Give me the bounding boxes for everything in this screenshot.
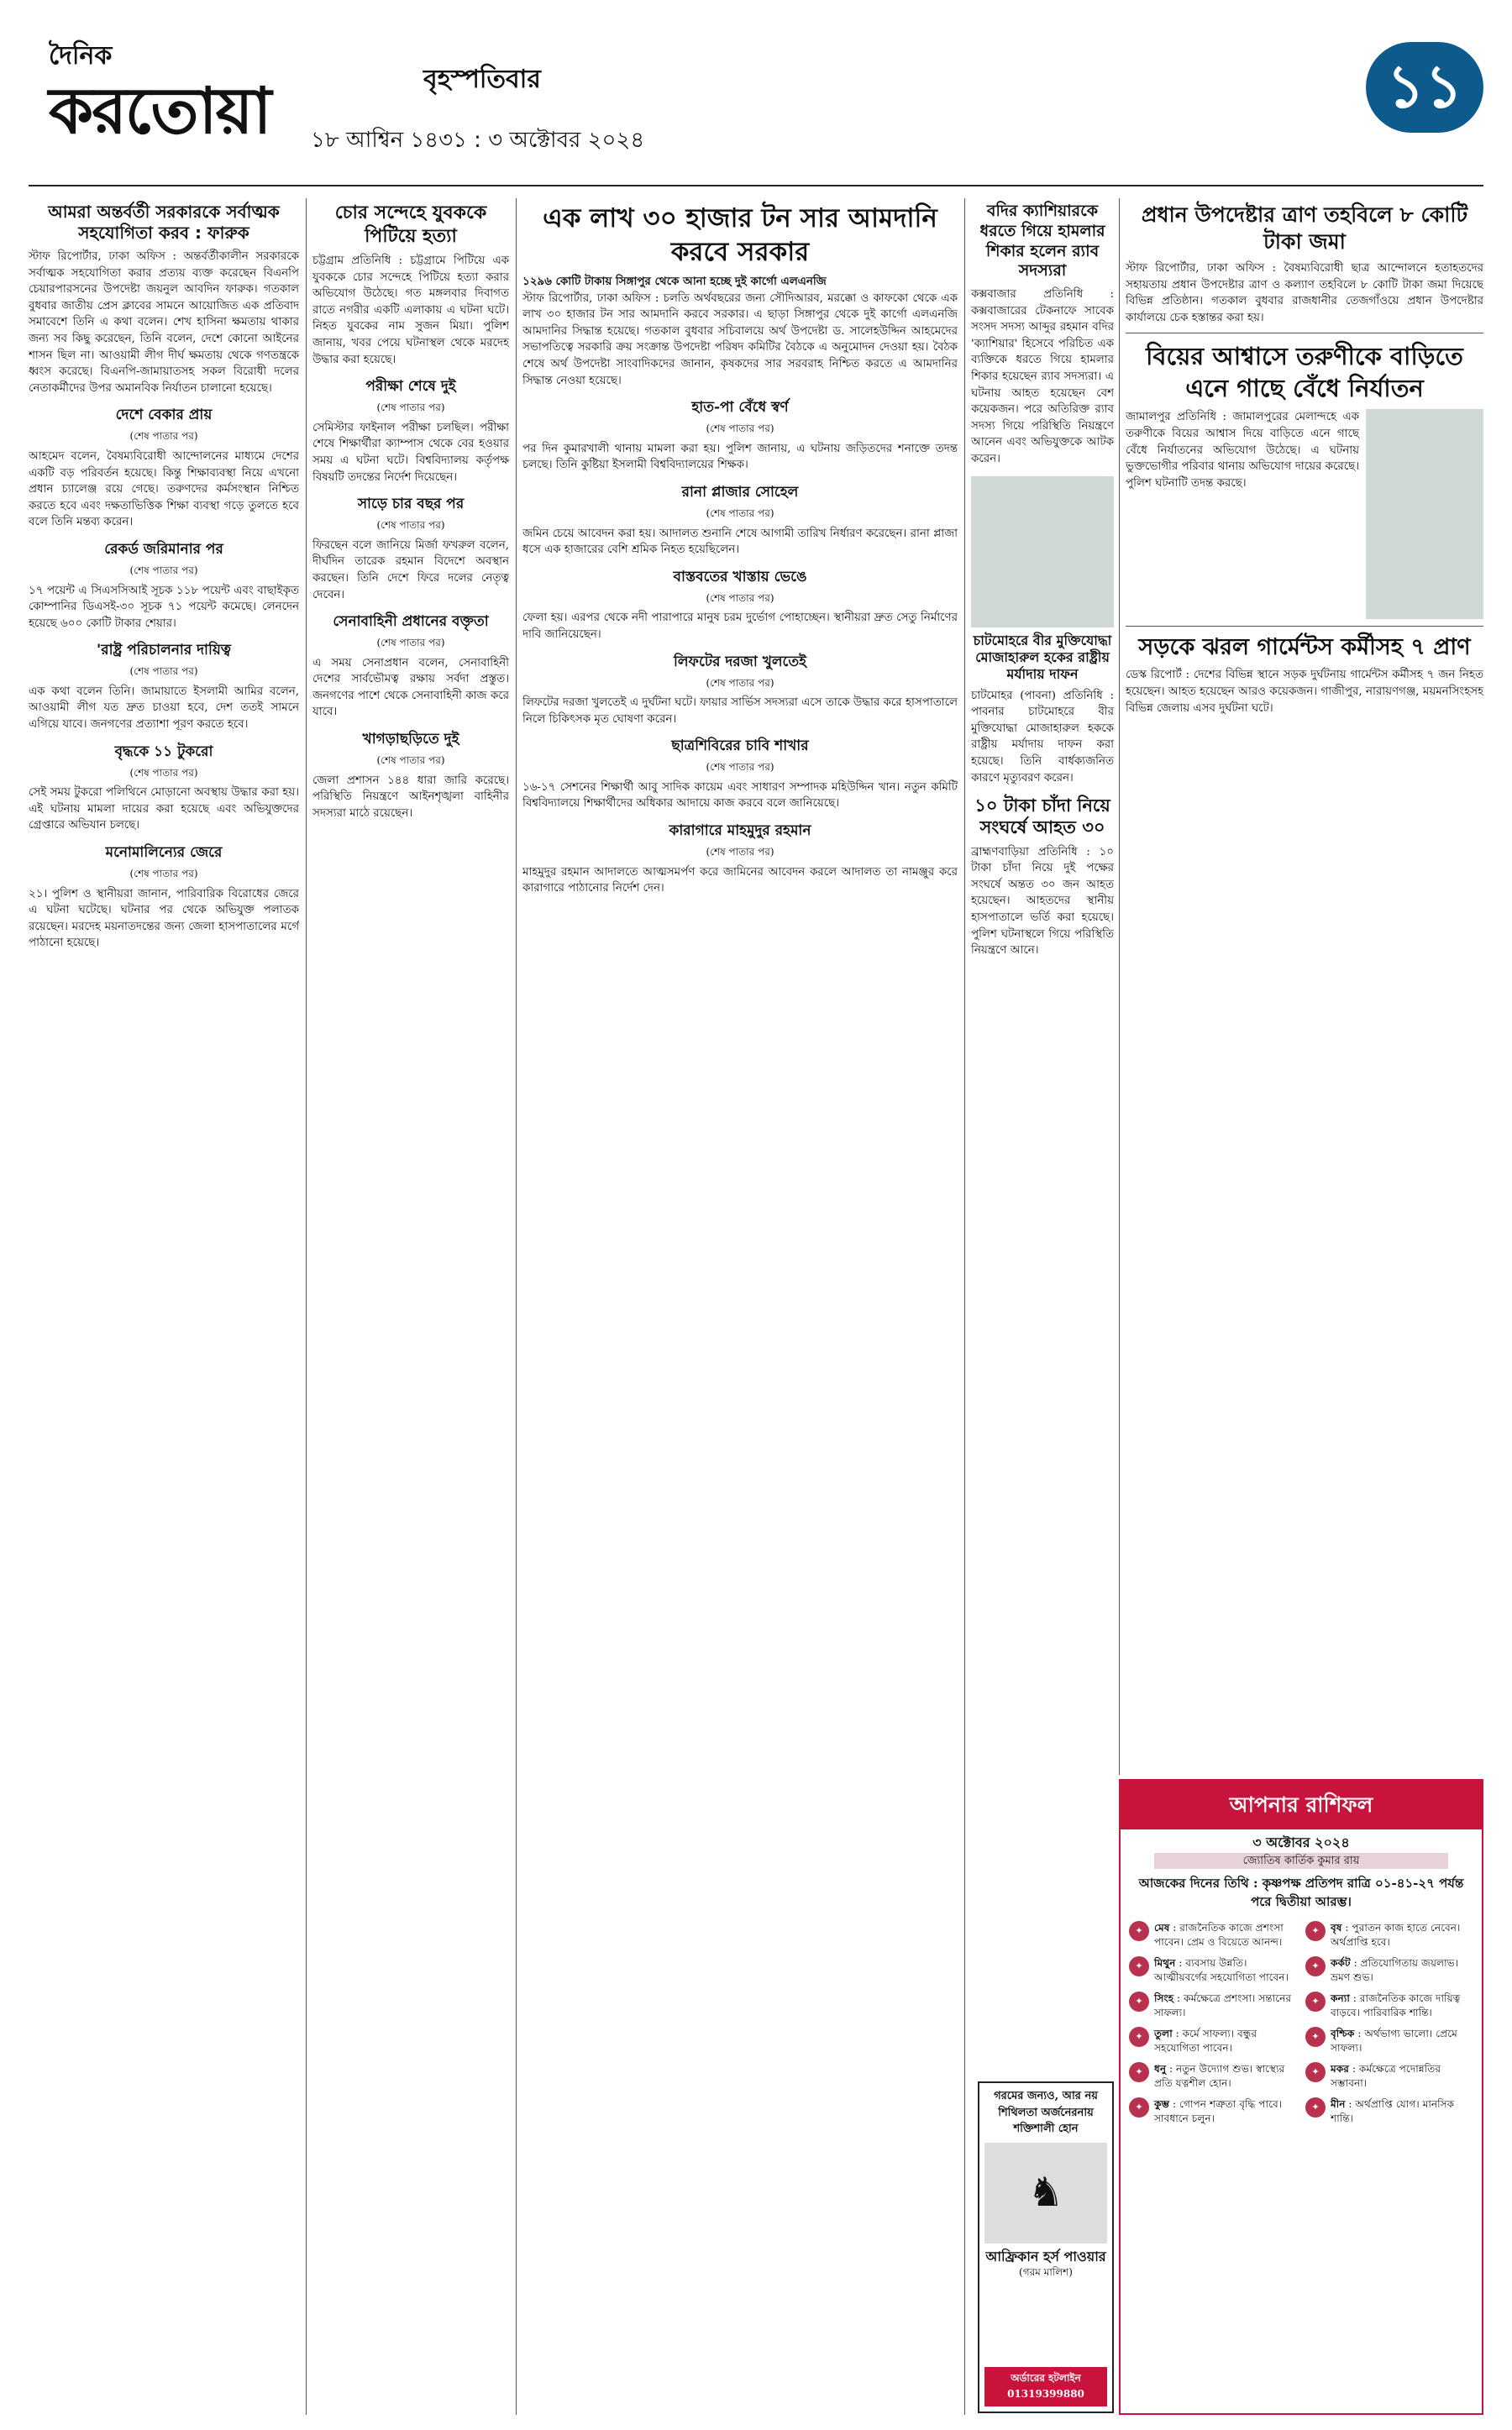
zodiac-icon: ✦ — [1305, 1956, 1326, 1976]
zodiac-sign-name: কুম্ভ — [1154, 2098, 1170, 2111]
article-text: স্টাফ রিপোর্টার, ঢাকা অফিস : চলতি অর্থবছরের জন্য সৌদিআরব, মরক্কো ও কাফকো থেকে এক লাখ ৩০ হাজার টন সার আমদানি করবে সরকার। এ ছাড়া সিঙ্গাপুর থেকে দুই কার্গো এলএনজি আমদানির সিদ্ধান্ত হয়েছে। গতকাল বুধবার সচিবালয়ে অর্থ উপদেষ্টা ড. সালেহউদ্দিন আহমেদের সভাপতিত্বে সরকারি ক্রয় সংক্রান্ত উপদেষ্টা পরিষদ কমিটির বৈঠকে এ অনুমোদন দেওয়া হয়। বৈঠক শেষে অর্থ উপদেষ্টা সাংবাদিকদের জানান, কৃষকদের সার সরবরাহ নিশ্চিত করতে এ আমদানির সিদ্ধান্ত নেওয়া হয়েছে। — [522, 291, 958, 387]
column-divider — [516, 198, 517, 2415]
continuation: (শেষ পাতার পর) — [706, 591, 774, 604]
zodiac-sign-name: সিংহ — [1154, 1992, 1174, 2005]
subheading: মনোমালিন্যের জেরে — [105, 844, 223, 862]
zodiac-forecast: রাজনৈতিক কাজে দায়িত্ব বাড়বে। পারিবারিক শান্তি। — [1331, 1992, 1461, 2019]
article-text: ব্রাহ্মণবাড়িয়া প্রতিনিধি : ১০ টাকা চাঁদা নিয়ে দুই পক্ষের সংঘর্ষে অন্তত ৩০ জন আহত হয়েছেন। আহতদের স্থানীয় হাসপাতালে ভর্তি করা হয়েছে। পুলিশ ঘটনাস্থলে গিয়ে পরিস্থিতি নিয়ন্ত্রণে আনে। — [971, 845, 1114, 958]
article-text: এক কথা বলেন তিনি। জামায়াতে ইসলামী আমির বলেন, আওয়ামী লীগ যত দ্রুত চাওয়া হবে, দেশ ততই সামনে এগিয়ে যাবে। জনগণের প্রত্যাশা পূরণ করতে হবে। — [29, 685, 299, 732]
column-5 — [1126, 198, 1483, 1766]
zodiac-icon: ✦ — [1305, 1992, 1326, 2012]
zodiac-sign-item — [1129, 2097, 1297, 2126]
page-number: ১১ — [1366, 42, 1483, 133]
continuation: (শেষ পাতার পর) — [129, 665, 198, 678]
article-text: মাহমুদুর রহমান আদালতে আত্মসমর্পণ করে জামিনের আবেদন করলে আদালত তা নামঞ্জুর করে কারাগারে পাঠানোর নির্দেশ দেন। — [522, 865, 958, 895]
headline: বিয়ের আশ্বাসে তরুণীকে বাড়িতে এনে গাছে বেঁধে নির্যাতন — [1146, 342, 1463, 403]
horoscope-box — [1119, 1779, 1483, 2415]
zodiac-forecast: কর্মক্ষেত্রে পদোন্নতির সম্ভাবনা। — [1331, 2063, 1441, 2090]
zodiac-sign-item — [1305, 2027, 1473, 2055]
zodiac-icon: ✦ — [1305, 2027, 1326, 2047]
zodiac-sign-text: কুম্ভ : গোপন শত্রুতা বৃদ্ধি পাবে। সাবধানে চলুন। — [1154, 2098, 1283, 2125]
article-text: জামালপুর প্রতিনিধি : জামালপুরের মেলান্দহে এক তরুণীকে বিয়ের আশ্বাস দিয়ে বাড়িতে এনে গাছে বেঁধে নির্যাতনের অভিযোগ উঠেছে। এ ঘটনায় ভুক্তভোগীর পরিবার থানায় অভিযোগ দায়ের করেছে। পুলিশ ঘটনাটি তদন্ত করছে। — [1126, 411, 1359, 490]
zodiac-sign-text: তুলা : কর্মে সাফল্য। বন্ধুর সহযোগিতা পাবেন। — [1154, 2028, 1257, 2055]
zodiac-forecast: কর্মক্ষেত্রে প্রশংসা। সন্তানের সাফল্য। — [1154, 1992, 1292, 2019]
subheading: দেশে বেকার প্রায় — [115, 407, 213, 424]
zodiac-sign-name: মকর — [1331, 2063, 1349, 2076]
portrait-photo — [971, 476, 1114, 627]
zodiac-sign-name: কন্যা — [1331, 1992, 1350, 2005]
zodiac-sign-name: বৃশ্চিক — [1331, 2028, 1355, 2040]
horoscope-author: জ্যোতিষ কার্তিক কুমার রায় — [1154, 1853, 1448, 1870]
headline: ১০ টাকা চাঁদা নিয়ে সংঘর্ষে আহত ৩০ — [974, 795, 1110, 838]
zodiac-sign-text: ধনু : নতুন উদ্যোগ শুভ। স্বাস্থ্যের প্রতি যত্নশীল হোন। — [1154, 2063, 1285, 2090]
zodiac-sign-item — [1129, 1921, 1297, 1950]
zodiac-sign-text: মিথুন : ব্যবসায় উন্নতি। আত্মীয়বর্গের সহযোগিতা পাবেন। — [1154, 1957, 1289, 1984]
article-text: ফেলা হয়। এরপর থেকে নদী পারাপারে মানুষ চরম দুর্ভোগ পোহাচ্ছেন। স্থানীয়রা দ্রুত সেতু নির্মাণের দাবি জানিয়েছেন। — [522, 611, 958, 641]
zodiac-sign-text: মেষ : রাজনৈতিক কাজে প্রশংসা পাবেন। প্রেম ও বিয়েতে আনন্দ। — [1154, 1922, 1284, 1949]
zodiac-forecast: প্রতিযোগিতায় জয়লাভ। ভ্রমণ শুভ। — [1331, 1957, 1459, 1984]
zodiac-forecast: রাজনৈতিক কাজে প্রশংসা পাবেন। প্রেম ও বিয়েতে আনন্দ। — [1154, 1922, 1284, 1949]
subheading: কারাগারে মাহমুদুর রহমান — [669, 822, 811, 840]
zodiac-sign-name: তুলা — [1154, 2028, 1173, 2040]
masthead — [29, 18, 1483, 183]
article-text: ১৬-১৭ সেশনের শিক্ষার্থী আবু সাদিক কায়েম এবং সাধারণ সম্পাদক মহিউদ্দিন খান। নতুন কমিটি বিশ্ববিদ্যালয়ে শিক্ষার্থীদের অধিকার আদায়ে কাজ করবে বলে জানিয়েছে। — [522, 780, 958, 811]
zodiac-sign-item — [1305, 2097, 1473, 2126]
zodiac-forecast: গোপন শত্রুতা বৃদ্ধি পাবে। সাবধানে চলুন। — [1154, 2098, 1283, 2125]
zodiac-forecast: অর্থপ্রাপ্তি যোগ। মানসিক শান্তি। — [1331, 2098, 1455, 2125]
column-divider — [306, 198, 307, 2415]
zodiac-icon: ✦ — [1305, 2062, 1326, 2082]
masthead-rule — [29, 185, 1483, 186]
zodiac-sign-name: ধনু — [1154, 2063, 1167, 2076]
article-text: কক্সবাজার প্রতিনিধি : কক্সবাজারের টেকনাফে সাবেক সংসদ সদস্য আব্দুর রহমান বদির 'ক্যাশিয়ার' হিসেবে পরিচিত এক ব্যক্তিকে ধরতে গিয়ে হামলার শিকার হয়েছেন র‌্যাব সদস্যরা। এ ঘটনায় আহত হয়েছেন বেশ কয়েকজন। পরে অতিরিক্ত র‌্যাব সদস্য গিয়ে পরিস্থিতি নিয়ন্ত্রণে আনেন এবং অভিযুক্তকে আটক করেন। — [971, 288, 1114, 465]
advertisement[interactable] — [978, 2081, 1114, 2413]
article-text: ডেস্ক রিপোর্ট : দেশের বিভিন্ন স্থানে সড়ক দুর্ঘটনায় গার্মেন্টস কর্মীসহ ৭ জন নিহত হয়েছেন। আহত হয়েছেন আরও কয়েকজন। গাজীপুর, নারায়ণগঞ্জ, ময়মনসিংহসহ বিভিন্ন জেলায় এসব দুর্ঘটনা ঘটে। — [1126, 669, 1483, 715]
zodiac-sign-name: বৃষ — [1331, 1922, 1342, 1934]
continuation: (শেষ পাতার পর) — [129, 868, 198, 880]
article-text: জেলা প্রশাসন ১৪৪ ধারা জারি করেছে। পরিস্থিতি নিয়ন্ত্রণে আইনশৃঙ্খলা বাহিনীর সদস্যরা মাঠে রয়েছেন। — [312, 774, 509, 820]
horoscope-title: আপনার রাশিফল — [1121, 1781, 1482, 1829]
zodiac-sign-name: কর্কট — [1331, 1957, 1351, 1970]
continuation: (শেষ পাতার পর) — [129, 430, 198, 443]
zodiac-icon: ✦ — [1129, 2097, 1149, 2118]
zodiac-forecast: ব্যবসায় উন্নতি। আত্মীয়বর্গের সহযোগিতা পাবেন। — [1154, 1957, 1289, 1984]
zodiac-sign-name: মীন — [1331, 2098, 1346, 2111]
subheading: হাত-পা বেঁধে স্বর্ণ — [691, 399, 789, 417]
ad-hotline: অর্ডারের হটলাইন 01319399880 — [984, 2367, 1107, 2406]
continuation: (শেষ পাতার পর) — [376, 402, 445, 414]
subheading: পরীক্ষা শেষে দুই — [365, 378, 456, 396]
zodiac-sign-name: মিথুন — [1154, 1957, 1176, 1970]
headline: চোর সন্দেহে যুবককে পিটিয়ে হত্যা — [334, 202, 487, 247]
column-divider — [964, 198, 965, 2415]
zodiac-sign-text: বৃষ : পুরাতন কাজ হাতে নেবেন। অর্থপ্রাপ্তি হবে। — [1331, 1922, 1461, 1949]
article-text: ২১। পুলিশ ও স্থানীয়রা জানান, পারিবারিক বিরোধের জেরে এ ঘটনা ঘটেছে। ঘটনার পর থেকে অভিযুক্ত পলাতক রয়েছেন। মরদেহ ময়নাতদন্তের জন্য জেলা হাসপাতালের মর্গে পাঠানো হয়েছে। — [29, 887, 299, 950]
subheading: খাগড়াছড়িতে দুই — [362, 731, 459, 748]
zodiac-sign-text: মকর : কর্মক্ষেত্রে পদোন্নতির সম্ভাবনা। — [1331, 2063, 1441, 2090]
article-text: এ সময় সেনাপ্রধান বলেন, সেনাবাহিনী দেশের সার্বভৌমত্ব রক্ষায় সর্বদা প্রস্তুত। জনগণের পাশে থেকে সেনাবাহিনী কাজ করে যাবে। — [312, 656, 509, 719]
weekday: বৃহস্পতিবার — [423, 65, 541, 94]
headline: বদির ক্যাশিয়ারকে ধরতে গিয়ে হামলার শিকার হলেন র‌্যাব সদস্যরা — [979, 202, 1105, 281]
subheading: লিফটের দরজা খুলতেই — [674, 653, 806, 670]
tithi-text: আজকের দিনের তিথি : কৃষ্ণপক্ষ প্রতিপদ রাত্রি ০১-৪১-২৭ পর্যন্ত পরে দ্বিতীয়া আরম্ভ। — [1138, 1876, 1464, 1910]
zodiac-sign-item — [1129, 1956, 1297, 1985]
continuation: (শেষ পাতার পর) — [706, 846, 774, 858]
headline: আমরা অন্তর্বর্তী সরকারকে সর্বাত্মক সহযোগিতা করব : ফারুক — [48, 202, 280, 243]
zodiac-sign-name: মেষ — [1154, 1922, 1170, 1934]
lead-headline: এক লাখ ৩০ হাজার টন সার আমদানি করবে সরকার — [543, 203, 937, 267]
sign-list — [1121, 1916, 1482, 2134]
lead-kicker: ১২৯৬ কোটি টাকায় সিঙ্গাপুর থেকে আনা হচ্ছে দুই কার্গো এলএনজি — [522, 275, 827, 288]
subheading: 'রাষ্ট্র পরিচালনার দায়িত্ব — [97, 642, 231, 659]
zodiac-icon: ✦ — [1305, 1921, 1326, 1941]
ad-brand: আফ্রিকান হর্স পাওয়ার — [985, 2248, 1106, 2265]
article-text: স্টাফ রিপোর্টার, ঢাকা অফিস : অন্তর্বর্তীকালীন সরকারকে সর্বাত্মক সহযোগিতা করার প্রত্যয় ব্যক্ত করেছেন বিএনপি চেয়ারপারসনের উপদেষ্টা জয়নুল আবদিন ফারুক। গতকাল বুধবার জাতীয় প্রেস ক্লাবের সামনে আয়োজিত এক প্রতিবাদ সমাবেশে তিনি এ কথা বলেন। শেখ হাসিনা ক্ষমতায় থাকার জন্য সব কিছু করেছেন, তিনি বলেন, দেশে কোনো আইনের শাসন ছিল না। আওয়ামী লীগ দীর্ঘ ক্ষমতায় থেকে গণতন্ত্রকে ধ্বংস করেছে। বিএনপি-জামায়াতসহ সকল বিরোধী দলের নেতাকর্মীদের উপর অমানবিক নির্যাতন চালানো হয়েছে। — [29, 250, 299, 395]
zodiac-sign-text: বৃশ্চিক : অর্থভাগ্য ভালো। প্রেমে সাফল্য। — [1331, 2028, 1457, 2055]
continuation: (শেষ পাতার পর) — [376, 754, 445, 767]
article-text: চট্টগ্রাম প্রতিনিধি : চট্টগ্রামে পিটিয়ে এক যুবককে চোর সন্দেহে পিটিয়ে হত্যা করার অভিযোগ উঠেছে। গত মঙ্গলবার দিবাগত রাতে নগরীর একটি এলাকায় এ ঘটনা ঘটে। নিহত যুবকের নাম সুজন মিয়া। পুলিশ জানায়, খবর পেয়ে ঘটনাস্থল থেকে মরদেহ উদ্ধার করা হয়েছে। — [312, 255, 509, 366]
issue-date: ১৮ আশ্বিন ১৪৩১ : ৩ অক্টোবর ২০২৪ — [311, 128, 645, 153]
news-photo — [1366, 409, 1483, 619]
zodiac-forecast: অর্থভাগ্য ভালো। প্রেমে সাফল্য। — [1331, 2028, 1457, 2055]
zodiac-sign-item — [1129, 2062, 1297, 2091]
continuation: (শেষ পাতার পর) — [129, 766, 198, 779]
newspaper-logo: করতোয়া — [49, 73, 270, 148]
headline: প্রধান উপদেষ্টার ত্রাণ তহবিলে ৮ কোটি টাকা জমা — [1141, 202, 1468, 254]
zodiac-forecast: পুরাতন কাজ হাতে নেবেন। অর্থপ্রাপ্তি হবে। — [1331, 1922, 1461, 1949]
zodiac-icon: ✦ — [1129, 1921, 1149, 1941]
zodiac-icon: ✦ — [1129, 2062, 1149, 2082]
continuation: (শেষ পাতার পর) — [706, 506, 774, 519]
zodiac-forecast: কর্মে সাফল্য। বন্ধুর সহযোগিতা পাবেন। — [1154, 2028, 1257, 2055]
zodiac-icon: ✦ — [1129, 2027, 1149, 2047]
headline: সড়কে ঝরল গার্মেন্টস কর্মীসহ ৭ প্রাণ — [1138, 634, 1471, 661]
column-1 — [29, 198, 299, 2415]
zodiac-sign-text: কন্যা : রাজনৈতিক কাজে দায়িত্ব বাড়বে। পারিবারিক শান্তি। — [1331, 1992, 1461, 2019]
zodiac-sign-item — [1305, 1921, 1473, 1950]
subheading: বৃদ্ধকে ১১ টুকরো — [114, 743, 213, 760]
zodiac-sign-item — [1129, 2027, 1297, 2055]
subheading: সাড়ে চার বছর পর — [357, 496, 465, 513]
zodiac-icon: ✦ — [1129, 1956, 1149, 1976]
ad-subtitle: (গরম মালিশ) — [1019, 2266, 1073, 2279]
article-text: পর দিন কুমারখালী থানায় মামলা করা হয়। পুলিশ জানায়, এ ঘটনায় জড়িতদের শনাক্তে তদন্ত চলছে। তিনি কুষ্টিয়া ইসলামী বিশ্ববিদ্যালয়ের শিক্ষক। — [522, 442, 958, 472]
article-text: জমিন চেয়ে আবেদন করা হয়। আদালত শুনানি শেষে আগামী তারিখ নির্ধারণ করেছেন। রানা প্লাজা ধসে এক হাজারের বেশি শ্রমিক নিহত হয়েছিলেন। — [522, 527, 958, 557]
article-text: ১৭ পয়েন্ট এ সিএসসিআই সূচক ১১৮ পয়েন্ট এবং বাছাইকৃত কোম্পানির ডিএসই-৩০ সূচক ৭১ পয়েন্ট কমেছে। লেনদেন হয়েছে ৬০০ কোটি টাকার শেয়ার। — [29, 584, 299, 630]
continuation: (শেষ পাতার পর) — [376, 519, 445, 532]
subheading: রানা প্লাজার সোহেল — [681, 483, 799, 501]
continuation: (শেষ পাতার পর) — [706, 422, 774, 435]
zodiac-sign-text: মীন : অর্থপ্রাপ্তি যোগ। মানসিক শান্তি। — [1331, 2098, 1455, 2125]
article-text: চাটমোহর (পাবনা) প্রতিনিধি : পাবনার চাটমোহরে বীর মুক্তিযোদ্ধা মোজাহারুল হককে রাষ্ট্রীয় মর্যাদায় দাফন করা হয়েছে। তিনি বার্ধক্যজনিত কারণে মৃত্যুবরণ করেন। — [971, 689, 1114, 785]
horoscope-date: ৩ অক্টোবর ২০২৪ — [1252, 1834, 1350, 1850]
subheading: ছাত্রশিবিরের চাবি শাখার — [671, 737, 809, 755]
zodiac-icon: ✦ — [1129, 1992, 1149, 2012]
article-text: ফিরছেন বলে জানিয়ে মির্জা ফখরুল বলেন, দীর্ঘদিন তারেক রহমান বিদেশে অবস্থান করছেন। তিনি দেশে ফিরে দলের নেতৃত্ব দেবেন। — [312, 538, 509, 601]
horse-icon: ♞ — [984, 2143, 1107, 2244]
photo-caption: চাটমোহরে বীর মুক্তিযোদ্ধা মোজাহারুল হকের রাষ্ট্রীয় মর্যাদায় দাফন — [973, 632, 1112, 682]
zodiac-forecast: নতুন উদ্যোগ শুভ। স্বাস্থ্যের প্রতি যত্নশীল হোন। — [1154, 2063, 1285, 2090]
rule — [1126, 626, 1483, 627]
zodiac-sign-item — [1305, 2062, 1473, 2091]
subheading: বাস্তবতের খাস্তায় ভেঙে — [673, 568, 807, 585]
subheading: রেকর্ড জরিমানার পর — [104, 540, 223, 558]
lead-column — [522, 198, 958, 2415]
zodiac-sign-item — [1129, 1992, 1297, 2020]
article-text: সেমিস্টার ফাইনাল পরীক্ষা চলছিল। পরীক্ষা শেষে শিক্ষার্থীরা ক্যাম্পাস থেকে বের হওয়ার সময় এ ঘটনা ঘটে। বিশ্ববিদ্যালয় কর্তৃপক্ষ বিষয়টি তদন্তের নির্দেশ দিয়েছেন। — [312, 421, 509, 484]
continuation: (শেষ পাতার পর) — [706, 676, 774, 689]
zodiac-sign-item — [1305, 1956, 1473, 1985]
column-divider — [1119, 198, 1120, 1775]
zodiac-sign-item — [1305, 1992, 1473, 2020]
article-text: সেই সময় টুকরো পলিথিনে মোড়ানো অবস্থায় উদ্ধার করা হয়। এই ঘটনায় মামলা দায়ের করা হয়েছে এবং অভিযুক্তদের গ্রেপ্তারে অভিযান চলছে। — [29, 786, 299, 832]
zodiac-icon: ✦ — [1305, 2097, 1326, 2118]
zodiac-sign-text: কর্কট : প্রতিযোগিতায় জয়লাভ। ভ্রমণ শুভ। — [1331, 1957, 1459, 1984]
ad-text: গরমের জন্যও, আর নয় শিথিলতা অর্জনেরনায় শক্তিশালী হোন — [994, 2090, 1098, 2136]
continuation: (শেষ পাতার পর) — [706, 761, 774, 774]
continuation: (শেষ পাতার পর) — [129, 564, 198, 576]
article-text: আহমেদ বলেন, বৈষম্যবিরোধী আন্দোলনের মাধ্যমে দেশের একটি বড় পরিবর্তন হয়েছে। কিন্তু শিক্ষাব্যবস্থা নিয়ে এখনো প্রধান চ্যালেঞ্জ রয়ে গেছে। তরুণদের কর্মসংস্থান নিশ্চিত করতে হবে এবং দক্ষতাভিত্তিক শিক্ষা ব্যবস্থা গড়ে তুলতে হবে বলে তিনি মন্তব্য করেন। — [29, 449, 299, 529]
subheading: সেনাবাহিনী প্রধানের বক্তৃতা — [333, 613, 489, 631]
article-text: স্টাফ রিপোর্টার, ঢাকা অফিস : বৈষম্যবিরোধী ছাত্র আন্দোলনে হতাহতদের সহায়তায় প্রধান উপদেষ্টার ত্রাণ ও কল্যাণ তহবিলে ৮ কোটি টাকা জমা দিয়েছে বিভিন্ন প্রতিষ্ঠান। গতকাল বুধবার রাজধানীর তেজগাঁওয়ে প্রধান উপদেষ্টার কার্যালয়ে চেক হস্তান্তর করা হয়। — [1126, 262, 1483, 324]
continuation: (শেষ পাতার পর) — [376, 637, 445, 649]
zodiac-sign-text: সিংহ : কর্মক্ষেত্রে প্রশংসা। সন্তানের সাফল্য। — [1154, 1992, 1292, 2019]
logo-small: দৈনিক — [49, 41, 113, 71]
article-text: লিফটের দরজা খুলতেই এ দুর্ঘটনা ঘটে। ফায়ার সার্ভিস সদস্যরা এসে তাকে উদ্ধার করে হাসপাতালে নিলে চিকিৎসক মৃত ঘোষণা করেন। — [522, 696, 958, 726]
column-2 — [312, 198, 509, 2415]
